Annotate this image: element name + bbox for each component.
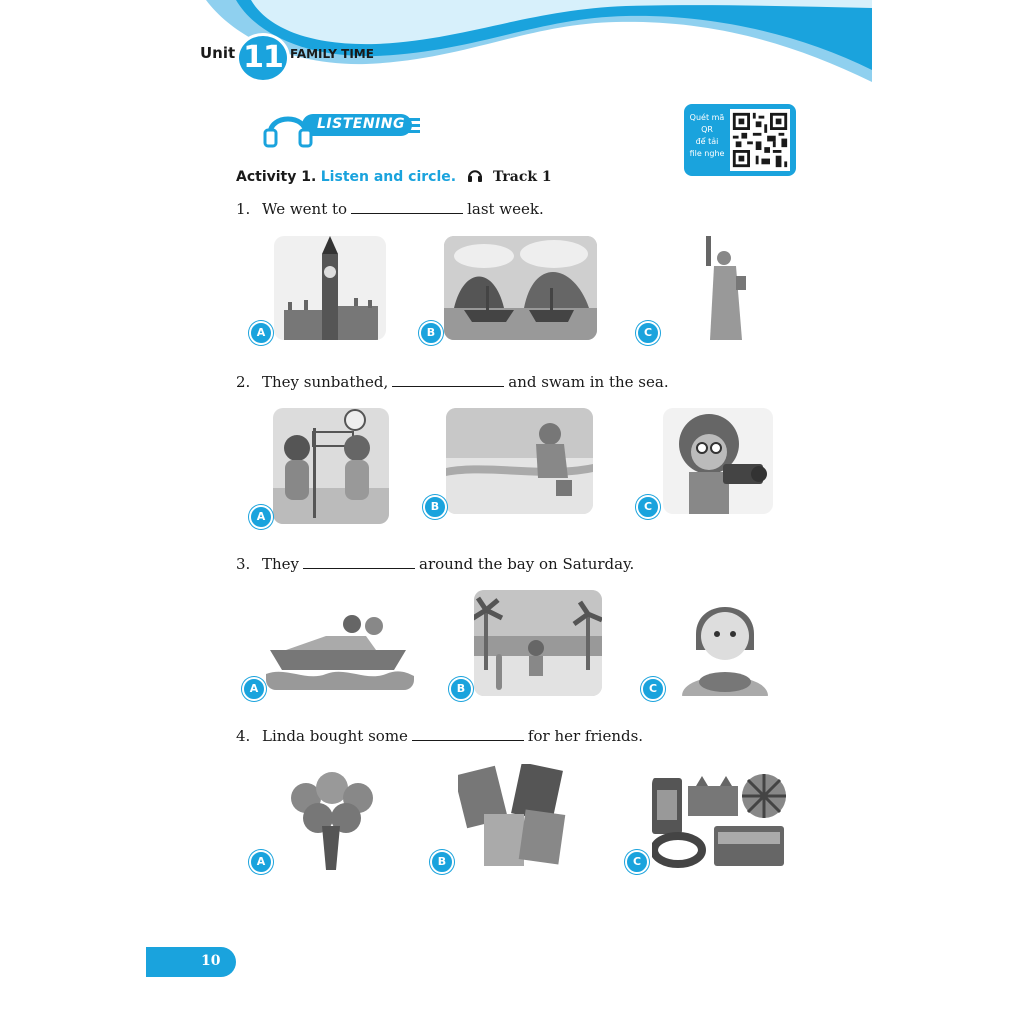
option-a-button[interactable]: A bbox=[242, 677, 266, 701]
option-a-button[interactable]: A bbox=[249, 850, 273, 874]
option-c-button[interactable]: C bbox=[636, 495, 660, 519]
qr-caption: Quét mã QR để tải file nghe bbox=[689, 113, 725, 158]
page-number: 10 bbox=[201, 953, 221, 969]
answer-blank[interactable] bbox=[392, 374, 504, 387]
picture-statue-of-liberty bbox=[696, 236, 756, 340]
option-a-button[interactable]: A bbox=[249, 321, 273, 345]
picture-flowers bbox=[276, 764, 386, 870]
activity-label: Activity 1. bbox=[236, 169, 317, 185]
picture-beach-volleyball bbox=[273, 408, 389, 524]
qr-code[interactable] bbox=[730, 109, 790, 171]
picture-big-ben bbox=[274, 236, 386, 340]
question-4: 4. Linda bought some for her friends. bbox=[236, 727, 644, 745]
answer-blank[interactable] bbox=[412, 728, 524, 741]
question-1: 1. We went to last week. bbox=[236, 200, 544, 218]
page-number-tab bbox=[146, 947, 236, 977]
headphones-icon bbox=[262, 104, 314, 150]
option-b-button[interactable]: B bbox=[430, 850, 454, 874]
section-label: LISTENING bbox=[317, 116, 405, 132]
headphones-icon bbox=[467, 168, 483, 182]
answer-blank[interactable] bbox=[351, 201, 463, 214]
listening-section-banner bbox=[262, 104, 422, 150]
answer-blank[interactable] bbox=[303, 556, 415, 569]
option-c-button[interactable]: C bbox=[625, 850, 649, 874]
picture-building-sandcastle bbox=[446, 408, 593, 514]
unit-number-badge: 11 bbox=[236, 33, 290, 83]
option-b-button[interactable]: B bbox=[449, 677, 473, 701]
activity-heading bbox=[236, 168, 552, 185]
question-3: 3. They around the bay on Saturday. bbox=[236, 555, 635, 573]
picture-books bbox=[458, 764, 570, 870]
option-b-button[interactable]: B bbox=[419, 321, 443, 345]
picture-speedboat bbox=[266, 606, 414, 690]
track-label: Track 1 bbox=[492, 169, 552, 185]
question-2: 2. They sunbathed, and swam in the sea. bbox=[236, 373, 669, 391]
option-a-button[interactable]: A bbox=[249, 505, 273, 529]
qr-download-box[interactable] bbox=[684, 104, 796, 176]
picture-souvenirs bbox=[652, 774, 788, 870]
picture-eating-seafood bbox=[674, 590, 776, 696]
picture-walking-on-beach bbox=[474, 590, 602, 696]
option-b-button[interactable]: B bbox=[423, 495, 447, 519]
activity-instruction: Listen and circle. bbox=[320, 169, 457, 185]
workbook-page bbox=[146, 0, 872, 1017]
unit-label: Unit bbox=[200, 44, 236, 62]
option-c-button[interactable]: C bbox=[641, 677, 665, 701]
picture-ha-long-bay bbox=[444, 236, 597, 340]
option-c-button[interactable]: C bbox=[636, 321, 660, 345]
picture-taking-photos bbox=[663, 408, 773, 514]
unit-title: FAMILY TIME bbox=[290, 47, 374, 61]
